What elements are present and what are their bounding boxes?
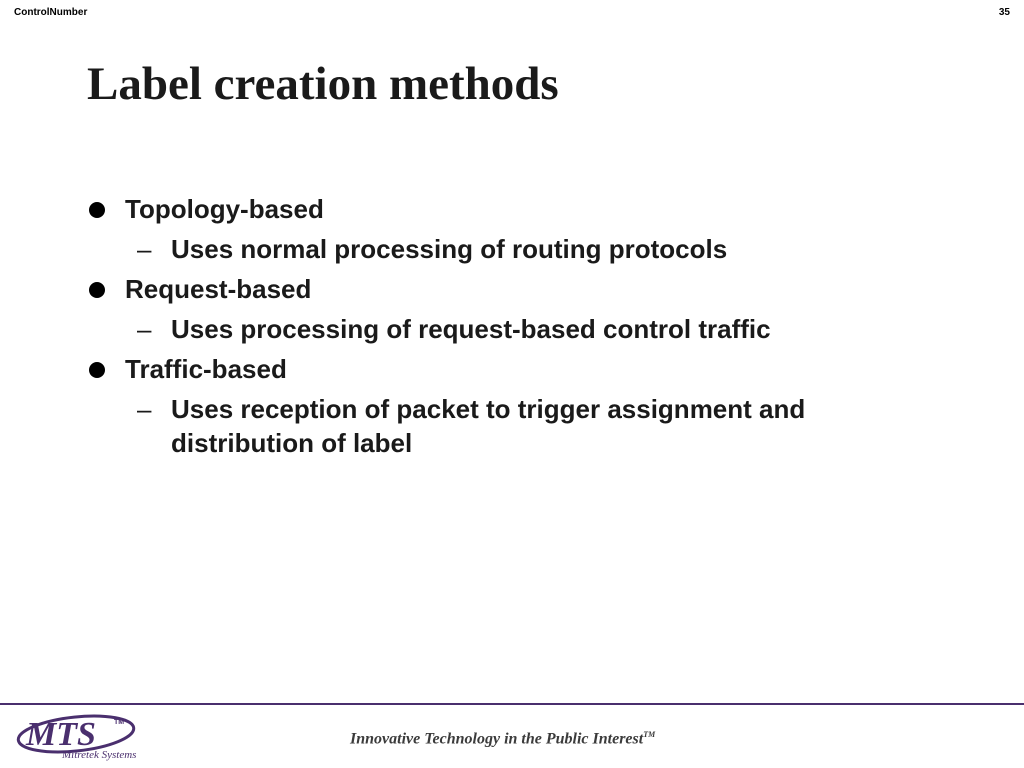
logo-text: MTS bbox=[26, 716, 96, 753]
footer-divider bbox=[0, 703, 1024, 705]
control-number: ControlNumber bbox=[14, 7, 88, 18]
slide-title: Label creation methods bbox=[87, 58, 559, 110]
bullet-dot-icon bbox=[89, 362, 105, 378]
sub-bullet-label: Uses reception of packet to trigger assignment and distribution of label bbox=[171, 394, 806, 458]
sub-bullet-label: Uses processing of request-based control traffic bbox=[171, 314, 771, 344]
bullet-row bbox=[87, 352, 907, 392]
bullet-dot-icon bbox=[89, 202, 105, 218]
sub-bullet-label: Uses normal processing of routing protocols bbox=[171, 234, 728, 264]
mts-logo bbox=[14, 710, 164, 762]
page-number: 35 bbox=[998, 7, 1010, 18]
sub-bullet-row bbox=[87, 392, 907, 460]
footer-tagline bbox=[350, 730, 655, 748]
bullet-label: Traffic-based bbox=[125, 354, 287, 384]
bullet-item-traffic bbox=[87, 352, 907, 460]
tagline-text: Innovative Technology in the Public Interest bbox=[350, 730, 644, 748]
bullet-row bbox=[87, 192, 907, 232]
sub-bullet-row bbox=[87, 232, 907, 266]
logo-company: Mitretek Systems bbox=[62, 749, 137, 761]
dash-icon: – bbox=[137, 234, 152, 264]
bullet-item-topology bbox=[87, 192, 907, 266]
bullet-label: Topology-based bbox=[125, 194, 324, 224]
bullet-dot-icon bbox=[89, 282, 105, 298]
bullet-list bbox=[87, 192, 907, 466]
dash-icon: – bbox=[137, 314, 152, 344]
logo-tm: TM bbox=[114, 719, 125, 726]
sub-bullet-row bbox=[87, 312, 907, 346]
bullet-item-request bbox=[87, 272, 907, 346]
bullet-row bbox=[87, 272, 907, 312]
tagline-tm: TM bbox=[643, 730, 656, 739]
bullet-label: Request-based bbox=[125, 274, 312, 304]
dash-icon: – bbox=[137, 394, 152, 424]
